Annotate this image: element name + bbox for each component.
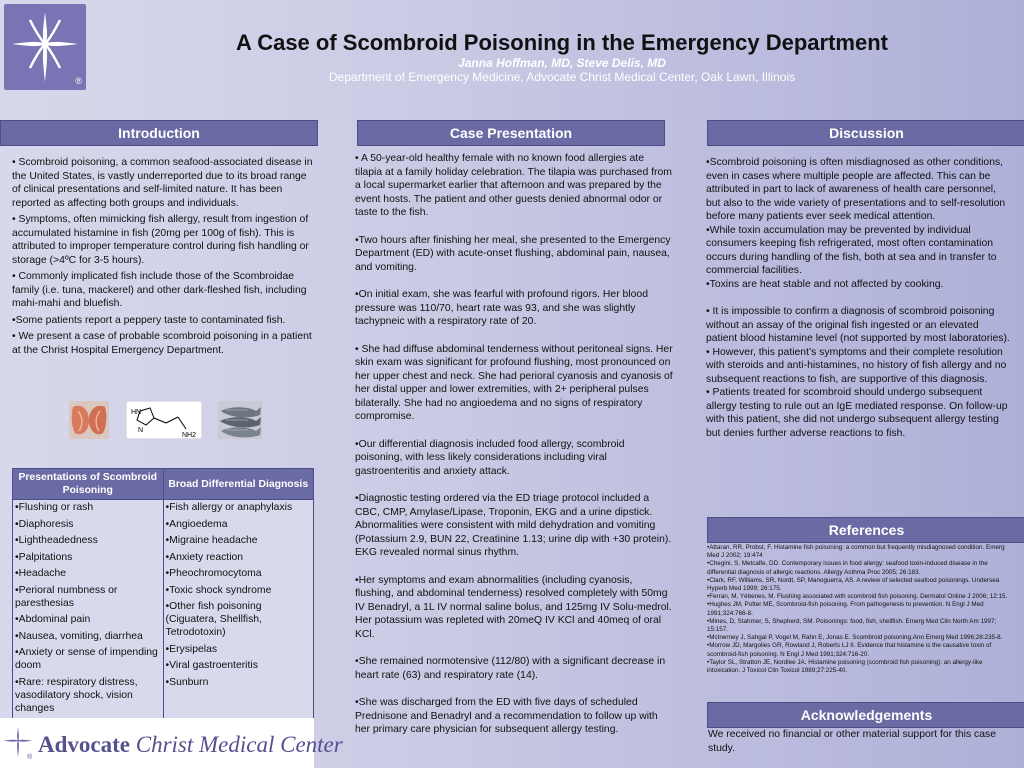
case-paragraph: • She had diffuse abdominal tenderness without peritoneal signs. Her skin exam was significant for profound flushing, most pronounced on her upper chest and neck. She had perioral cyanosis and cyanosis of her distal upper and lower extremities, with 2+ peripheral pulses bilaterally. She had no angioedema and no signs of respiratory compromise.	[355, 343, 673, 422]
presentation-item: •Rare: respiratory distress, vasodilatory shock, vision changes	[15, 676, 138, 714]
poster-header	[140, 30, 984, 85]
reference-item: •Attaran, RR, Probst, F. Histamine fish poisoning: a common but frequently misdiagnosed condition. Emerg Med J 2002; 19:474	[707, 544, 1005, 560]
presentation-item: •Headache	[15, 568, 67, 579]
differential-item: •Pheochromocytoma	[165, 568, 262, 579]
table-header-presentations: Presentations of Scombroid Poisoning	[13, 469, 164, 500]
presentations-table	[12, 468, 314, 720]
differential-item: •Erysipelas	[165, 643, 218, 655]
histamine-hn-label: HN	[131, 409, 142, 416]
registered-mark: ®	[75, 76, 82, 86]
table-header-differential: Broad Differential Diagnosis	[163, 469, 314, 500]
introduction-body	[12, 156, 316, 360]
differential-item: •Toxic shock syndrome	[165, 584, 272, 596]
reference-item: •Taylor SL, Stratton JE, Nordlee JA. Histamine poisoning (scombroid fish poisoning): an allergy-like intoxication. J Toxicol Clin Toxicol 1989;27:225-40.	[707, 658, 983, 675]
presentation-item: •Abdominal pain	[15, 614, 91, 625]
presentation-item: •Perioral numbness or paresthesias	[15, 584, 118, 609]
discussion-paragraph: •While toxin accumulation may be prevented by individual consumers keeping fish refrigerated, most often contamination occurs during handling of the fish, both at sea and in transfer to commercial facilities.	[706, 224, 997, 276]
case-paragraph: •Our differential diagnosis included food allergy, scombroid poisoning, with less likely considerations including viral gastroenteritis and anxiety attack.	[355, 438, 625, 477]
intro-bullet: • Scombroid poisoning, a common seafood-associated disease in the United States, is vastly underreported due to its broad range of clinical presentations and self-limited nature. It has been reported as affecting both groups and individuals.	[12, 157, 313, 209]
differential-item: •Migraine headache	[165, 535, 258, 546]
differential-item: •Angioedema	[165, 518, 228, 530]
differential-item: •Fish allergy or anaphylaxis	[165, 502, 293, 513]
intro-bullet: • Commonly implicated fish include those of the Scombroidae family (i.e. tuna, mackerel) and other dark-fleshed fish, including mahi-mahi and bluefish.	[12, 271, 307, 309]
presentations-cell	[13, 500, 164, 720]
case-paragraph: •She was discharged from the ED with five days of scheduled Prednisone and Benadryl and a recommendation to follow up with her primary care physician for subsequent allergy testing.	[355, 697, 658, 735]
reference-item: •Morrow JD, Margolies GR, Rowland J, Roberts LJ II. Evidence that histamine is the causative toxin of scombroid-fish poisoning. N Engl J Med 1991;324:716-20.	[707, 642, 992, 658]
intro-bullet: • Symptoms, often mimicking fish allergy, result from ingestion of accumulated histamine in fish (20mg per 100g of fish). This is attributed to improper temperature control during fish handling or storage (>4ºC for 3-5 hours).	[12, 214, 309, 266]
reference-item: •Clark, RF, Williams, SR, Nordt, SP, Manoguerra, AS. A review of selected seafood poisonings. Undersea Hyperb Med 1999; 26:175.	[707, 576, 1000, 593]
differential-item: •Other fish poisoning (Ciguatera, Shellfish, Tetrodotoxin)	[165, 601, 262, 638]
intro-bullet: •Some patients report a peppery taste to contaminated fish.	[12, 314, 286, 326]
case-paragraph: •On initial exam, she was fearful with profound rigors. Her blood pressure was 110/70, heart rate was 93, and she was slightly tachypneic with a respiratory rate of 20.	[355, 289, 648, 327]
advocate-logo	[4, 4, 86, 90]
reference-item: •Ferran, M, Yébenes, M. Flushing associated with scombroid fish poisoning. Dermatol Online J 2006; 12:15.	[707, 593, 1008, 601]
presentation-item: •Palpitations	[15, 551, 73, 563]
presentation-item: •Lightheadedness	[15, 535, 98, 546]
references-heading: References	[707, 517, 1024, 543]
discussion-paragraph: • However, this patient’s symptoms and their complete resolution with steroids and anti-histamines, no history of fish allergy and no subsequent reactions to fish, are supportive of this diagnosis.	[706, 346, 1007, 385]
case-presentation-body	[355, 152, 673, 751]
footer-brand-first: Advocate	[38, 732, 130, 757]
presentation-item: •Diaphoresis	[15, 518, 74, 530]
differential-item: •Sunburn	[165, 676, 209, 688]
histamine-n-label: N	[138, 427, 144, 434]
discussion-paragraph: • It is impossible to confirm a diagnosis of scombroid poisoning without an assay of the original fish ingested or an elevated patient blood histamine level (not supported by most laboratories).	[706, 306, 1010, 344]
presentation-item: •Anxiety or sense of impending doom	[15, 647, 158, 671]
differential-item: •Viral gastroenteritis	[165, 660, 258, 671]
case-paragraph: •Diagnostic testing ordered via the ED triage protocol included a CBC, CMP, Amylase/Lipase, Troponin, EKG and a urine dipstick. Abnormalities were consistent with mild dehydration and vomiting (Potassium 2.9, BUN 22, Creatinine 1.13; urine dip with +30 protein). EKG revealed normal sinus rhythm.	[355, 493, 672, 558]
reference-item: •McInerney J, Sahgal P, Vogel M, Rahn E, Jonas E. Scombroid poisoning.Ann Emerg Med 1996;28:235-8.	[707, 634, 1003, 642]
case-paragraph: • A 50-year-old healthy female with no known food allergies ate tilapia at a family holiday celebration. The tilapia was purchased from a local supermarket earlier that afternoon and was prepared by the event hosts. The patient and other guests denied abnormal odor or taste to the fish.	[355, 153, 672, 218]
case-paragraph: •Two hours after finishing her meal, she presented to the Emergency Department (ED) with acute-onset flushing, abdominal pain, nausea, and vomiting.	[355, 234, 671, 273]
poster-title: A Case of Scombroid Poisoning in the Emergency Department	[236, 30, 888, 55]
differential-cell	[163, 500, 314, 720]
cross-logo-icon	[10, 10, 80, 84]
case-paragraph: •She remained normotensive (112/80) with a significant decrease in heart rate (63) and respiratory rate (14).	[355, 656, 666, 681]
discussion-paragraph: •Toxins are heat stable and not affected by cooking.	[706, 278, 944, 290]
histamine-nh2-label: NH2	[182, 432, 197, 439]
mackerel-fish-image	[218, 401, 262, 444]
presentation-item: •Flushing or rash	[15, 502, 94, 513]
reference-item: •Mines, D, Stahmer, S, Shepherd, SM. Poisonings: food, fish, shellfish. Emerg Med Clin North Am 1997; 15:157.	[707, 617, 997, 634]
intro-bullet: • We present a case of probable scombroid poisoning in a patient at the Christ Hospital Emergency Department.	[12, 331, 312, 356]
acknowledgements-text: We received no financial or other material support for this case study.	[708, 729, 997, 754]
poster-affiliation: Department of Emergency Medicine, Advocate Christ Medical Center, Oak Lawn, Illinois	[328, 70, 796, 84]
footer-registered-mark: ®	[27, 754, 33, 761]
discussion-paragraph: • Patients treated for scombroid should undergo subsequent allergy testing to rule out an IgE mediated response. On follow-up with this patient, she did not undergo subsequent allergy testing but denies further adverse reactions to fish.	[706, 387, 1008, 439]
references-list	[707, 544, 1013, 675]
discussion-paragraph: •Scombroid poisoning is often misdiagnosed as other conditions, even in cases where multiple people are affected. This can be attributed in part to lack of awareness of health care personnel, but also to the wide variety of presentations and to self-resolution before many patients ever seek medical attention.	[706, 157, 1006, 222]
fish-fillet-image	[69, 401, 109, 444]
case-presentation-heading: Case Presentation	[357, 120, 665, 146]
reference-item: •Hughes JM, Potter ME, Scombroid-fish poisoning. From pathogenesis to prevention. N Engl J Med 1991;324:766-8.	[707, 601, 984, 617]
acknowledgements-heading: Acknowledgements	[707, 702, 1024, 728]
histamine-structure-image	[126, 401, 202, 444]
discussion-heading: Discussion	[707, 120, 1024, 146]
introduction-heading: Introduction	[0, 120, 318, 146]
reference-item: •Chegini, S, Metcalfe, DD. Contemporary issues in food allergy: seafood toxin-induced disease in the differential diagnosis of allergic reactions. Allergy Asthma Proc 2005; 26:183.	[707, 560, 988, 576]
footer-brand-rest: Christ Medical Center	[129, 732, 343, 757]
case-paragraph: •Her symptoms and exam abnormalities (including cyanosis, flushing, and abdominal tenderness) resolved completely with 50mg IV Benadryl, a 1L IV normal saline bolus, and 125mg IV Solu-medrol. Her potassium was repleted with 20meQ IV KCl and 40meq of oral KCl.	[355, 574, 672, 640]
discussion-body	[706, 156, 1011, 440]
footer-brand-name	[38, 732, 343, 758]
poster-authors: Janna Hoffman, MD, Steve Delis, MD	[458, 56, 666, 70]
footer-logo	[0, 718, 343, 768]
differential-item: •Anxiety reaction	[165, 551, 244, 563]
presentation-item: •Nausea, vomiting, diarrhea	[15, 630, 143, 642]
